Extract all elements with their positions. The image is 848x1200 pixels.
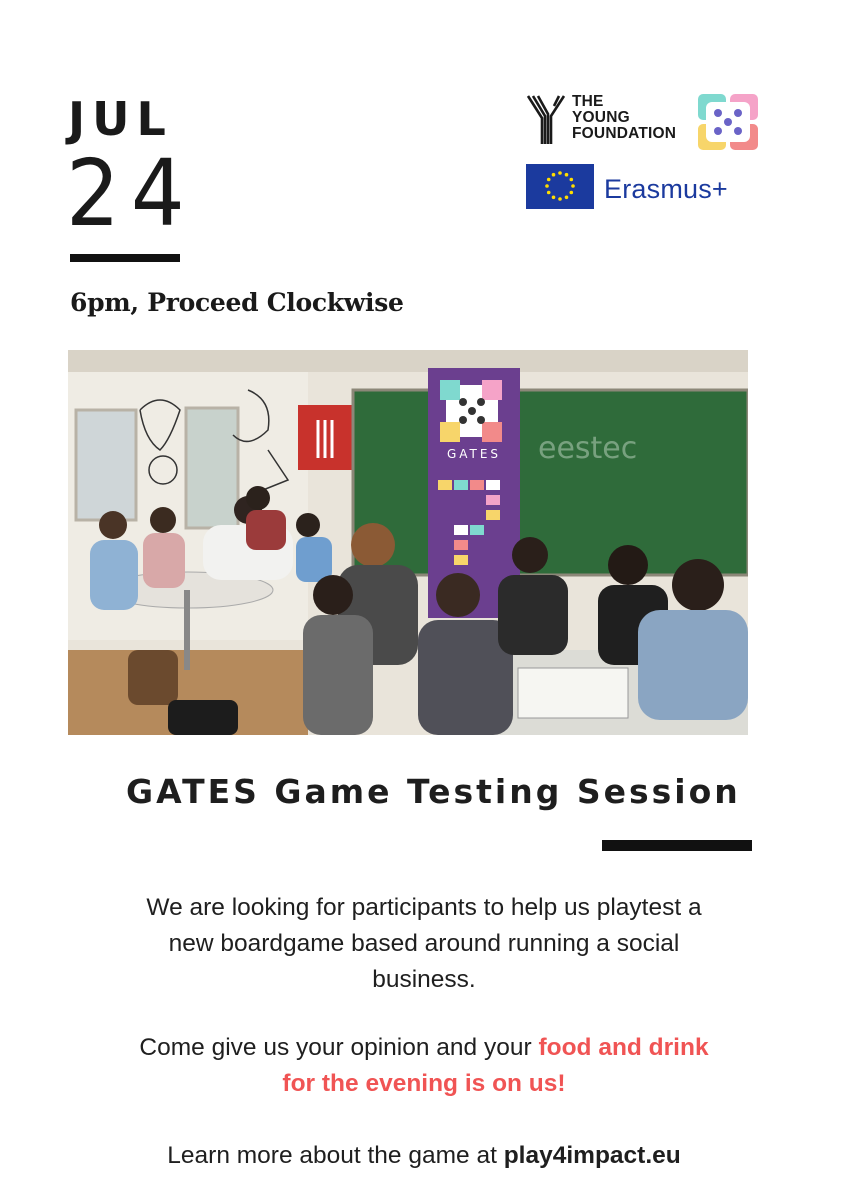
website-link[interactable]: play4impact.eu [503,1142,681,1169]
board-chalk-text: eestec [538,431,638,466]
offer-highlight-line: for the evening is on us! [282,1070,566,1097]
learn-more-text: Learn more about the game at [167,1142,504,1169]
event-photo [68,350,748,735]
event-time-venue: 6pm, Proceed Clockwise [70,288,404,317]
offer-intro-text: Come give us your opinion and your [139,1034,539,1061]
event-month: JUL [68,92,173,146]
description-paragraph-1 [60,890,788,998]
yf-line-3: FOUNDATION [572,125,677,142]
description-line-4 [60,1030,788,1066]
description-line-1: We are looking for participants to help us playtest a [146,894,702,921]
eu-flag-icon [526,164,594,209]
description-paragraph-3 [60,1138,788,1174]
erasmus-wordmark: Erasmus+ [604,174,728,204]
event-title: GATES Game Testing Session [126,772,741,811]
erasmus-plus-logo [526,164,766,210]
play4impact-dice-logo [698,94,758,150]
yf-line-1: THE [572,93,604,110]
description-line-2: new boardgame based around running a social [168,930,680,957]
title-divider [602,840,752,851]
offer-highlight-text: food and drink [538,1034,709,1061]
date-divider [70,254,180,262]
young-foundation-logo [526,94,676,146]
event-day: 24 [66,140,196,247]
description-line-3: business. [372,966,476,993]
yf-line-2: YOUNG [572,109,630,126]
young-foundation-wordmark [572,94,682,142]
young-foundation-y-icon [526,94,566,146]
description-paragraph-2 [60,1030,788,1102]
banner-text: GATES [446,447,502,461]
